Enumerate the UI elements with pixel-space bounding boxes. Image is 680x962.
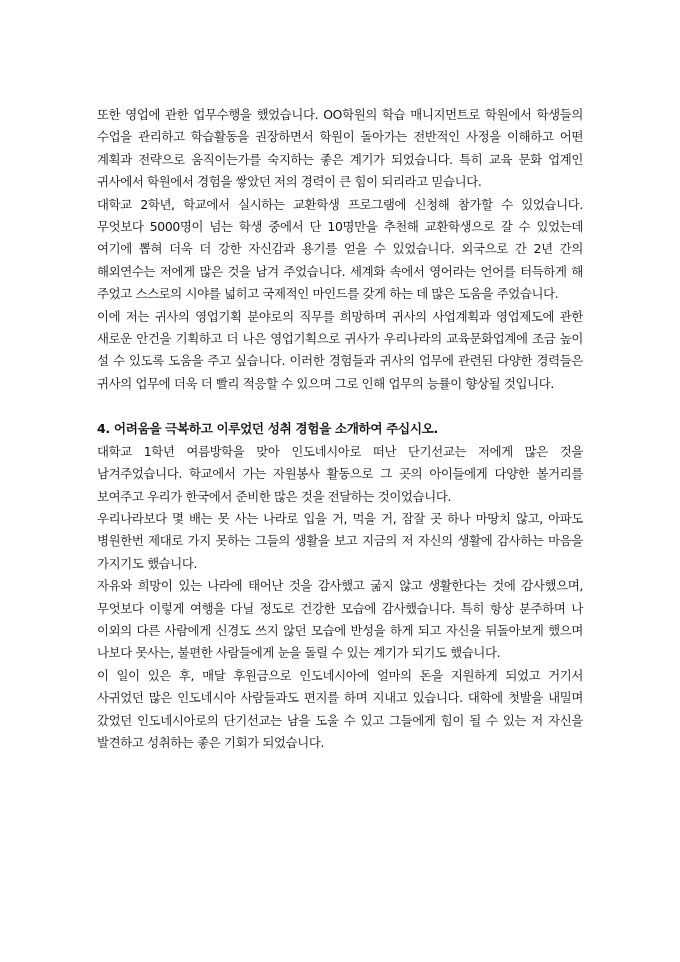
section-4-heading: 4. 어려움을 극복하고 이루었던 성취 경험을 소개하여 주십시오. — [97, 421, 438, 437]
section-4-paragraph-3: 자유와 희망이 있는 나라에 태어난 것을 감사했고 굶지 않고 생활한다는 것에 감사했으며, 무엇보다 이렇게 여행을 다닐 정도로 건강한 모습에 감사했습니다. 특히 항상 분주하며 나 이외의 다른 사람에게 신경도 쓰지 않던 모습에 반성을 하게 되고 자신을 뒤돌아보게 했으며 나보다 못사는, 불편한 사람들에게 눈을 돌릴 수 있는 계기가 되기도 했습니다. — [97, 578, 583, 661]
section-4-paragraph-4: 이 일이 있은 후, 매달 후원금으로 인도네시아에 얼마의 돈을 지원하게 되었고 거기서 사귀었던 많은 인도네시아 사람들과도 편지를 하며 지내고 있습니다. 대학에 첫발을 내밀며 갔었던 인도네시아로의 단기선교는 남을 도울 수 있고 그들에게 힘이 될 수 있는 저 자신을 발견하고 성취하는 좋은 기회가 되었습니다. — [97, 667, 583, 750]
document-page — [97, 104, 583, 754]
intro-paragraph-1: 또한 영업에 관한 업무수행을 했었습니다. OO학원의 학습 매니지먼트로 학원에서 학생들의 수업을 관리하고 학습활동을 권장하면서 학원이 돌아가는 전반적인 사정을 이해하고 어떤 계획과 전략으로 움직이는가를 숙지하는 좋은 계기가 되었습니다. 특히 교육 문화 업계인 귀사에서 학원에서 경험을 쌓았던 저의 경력이 큰 힘이 되리라고 믿습니다. — [97, 107, 583, 190]
section-4-paragraph-1: 대학교 1학년 여름방학을 맞아 인도네시아로 떠난 단기선교는 저에게 많은 것을 남겨주었습니다. 학교에서 가는 자원봉사 활동으로 그 곳의 아이들에게 다양한 볼거리를 보여주고 우리가 한국에서 준비한 많은 것을 전달하는 것이었습니다. — [97, 443, 583, 504]
intro-paragraph-3: 이에 저는 귀사의 영업기획 분야로의 직무를 희망하며 귀사의 사업계획과 영업제도에 관한 새로운 안건을 기획하고 더 나은 영업기획으로 귀사가 우리나라의 교육문화업계에 조금 높이 설 수 있도록 도움을 주고 싶습니다. 이러한 경험들과 귀사의 업무에 관련된 다양한 경력들은 귀사의 업무에 더욱 더 빨리 적응할 수 있으며 그로 인해 업무의 능률이 향상될 것입니다. — [97, 308, 583, 391]
intro-paragraph-2: 대학교 2학년, 학교에서 실시하는 교환학생 프로그램에 신청해 참가할 수 있었습니다. 무엇보다 5000명이 넘는 학생 중에서 단 10명만을 추천해 교환학생으로 갈 수 있었는데 여기에 뽑혀 더욱 더 강한 자신감과 용기를 얻을 수 있었습니다. 외국으로 간 2년 간의 해외연수는 저에게 많은 것을 남겨 주었습니다. 세계화 속에서 영어라는 언어를 터득하게 해 주었고 스스로의 시야를 넓히고 국제적인 마인드를 갖게 하는 데 많은 도움을 주었습니다. — [97, 196, 583, 302]
section-4-paragraph-2: 우리나라보다 몇 배는 못 사는 나라로 입을 거, 먹을 거, 잠잘 곳 하나 마땅치 않고, 아파도 병원한번 제대로 가지 못하는 그들의 생활을 보고 지금의 저 자신의 생활에 감사하는 마음을 가지기도 했습니다. — [97, 510, 583, 571]
